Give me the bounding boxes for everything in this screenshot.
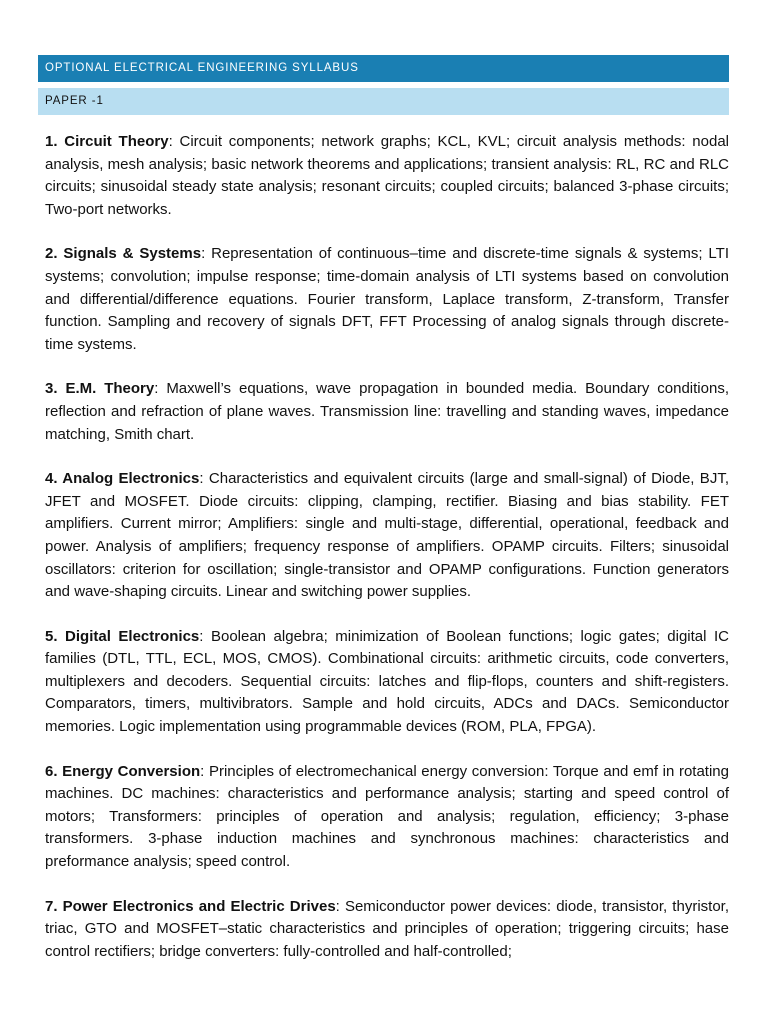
paper-label-bar <box>38 88 729 115</box>
section-analog-electronics <box>38 468 729 604</box>
section-power-electronics <box>38 896 729 964</box>
paper-label: PAPER -1 <box>45 95 104 107</box>
section-title: 7. Power Electronics and Electric Drives <box>45 897 336 915</box>
section-circuit-theory <box>38 131 729 221</box>
section-body: : Semiconductor power devices: diode, transistor, thyristor, triac, GTO and MOSFET–static characteristics and principles of operation; triggering circuits; hase control rectifiers; bridge converters: fully-controlled and half-controlled; <box>45 897 729 960</box>
section-em-theory <box>38 378 729 446</box>
section-body: : Boolean algebra; minimization of Boolean functions; logic gates; digital IC families (DTL, TTL, ECL, MOS, CMOS). Combinational circuits: arithmetic circuits, code converters, multiplexers and decoders. Sequential circuits: latches and flip-flops, counters and shift-registers. Comparators, timers, multivibrators. Sample and hold circuits, ADCs and DACs. Semiconductor memories. Logic implementation using programmable devices (ROM, PLA, FPGA). <box>45 627 730 736</box>
section-title: 3. E.M. Theory <box>45 380 155 398</box>
section-title: 4. Analog Electronics <box>45 470 200 488</box>
section-signals-systems <box>38 243 729 356</box>
section-body: : Characteristics and equivalent circuits (large and small-signal) of Diode, BJT, JFET and MOSFET. Diode circuits: clipping, clamping, rectifier. Biasing and bias stability. FET amplifiers. Current mirror; Amplifiers: single and multi-stage, differential, operational, feedback and power. Analysis of amplifiers; frequency response of amplifiers. OPAMP circuits. Filters; sinusoidal oscillators: criterion for oscillation; single-transistor and OPAMP configurations. Function generators and wave-shaping circuits. Linear and switching power supplies. <box>45 470 729 601</box>
section-title: 6. Energy Conversion <box>45 762 201 780</box>
section-body: : Maxwell’s equations, wave propagation in bounded media. Boundary conditions, reflection and refraction of plane waves. Transmission line: travelling and standing waves, impedance matching, Smith chart. <box>45 380 729 443</box>
section-body: : Circuit components; network graphs; KCL, KVL; circuit analysis methods: nodal analysis, mesh analysis; basic network theorems and applications; transient analysis: RL, RC and RLC circuits; sinusoidal steady state analysis; resonant circuits; coupled circuits; balanced 3-phase circuits; Two-port networks. <box>45 133 729 218</box>
section-digital-electronics <box>38 626 729 739</box>
section-title: 5. Digital Electronics <box>45 627 200 645</box>
syllabus-title-bar <box>38 55 729 82</box>
syllabus-title: OPTIONAL ELECTRICAL ENGINEERING SYLLABUS <box>45 62 359 74</box>
section-body: : Representation of continuous–time and discrete-time signals & systems; LTI systems; convolution; impulse response; time-domain analysis of LTI systems based on convolution and differential/difference equations. Fourier transform, Laplace transform, Z-transform, Transfer function. Sampling and recovery of signals DFT, FFT Processing of analog signals through discrete-time systems. <box>45 245 729 353</box>
section-body: : Principles of electromechanical energy conversion: Torque and emf in rotating machines. DC machines: characteristics and performance analysis; starting and speed control of motors; Transformers: principles of operation and analysis; regulation, efficiency; 3-phase transformers. 3-phase induction machines and synchronous machines: characteristics and preformance analysis; speed control. <box>45 762 729 871</box>
syllabus-page <box>38 55 729 963</box>
section-title: 2. Signals & Systems <box>45 245 202 263</box>
section-energy-conversion <box>38 761 729 874</box>
section-title: 1. Circuit Theory <box>45 133 169 150</box>
